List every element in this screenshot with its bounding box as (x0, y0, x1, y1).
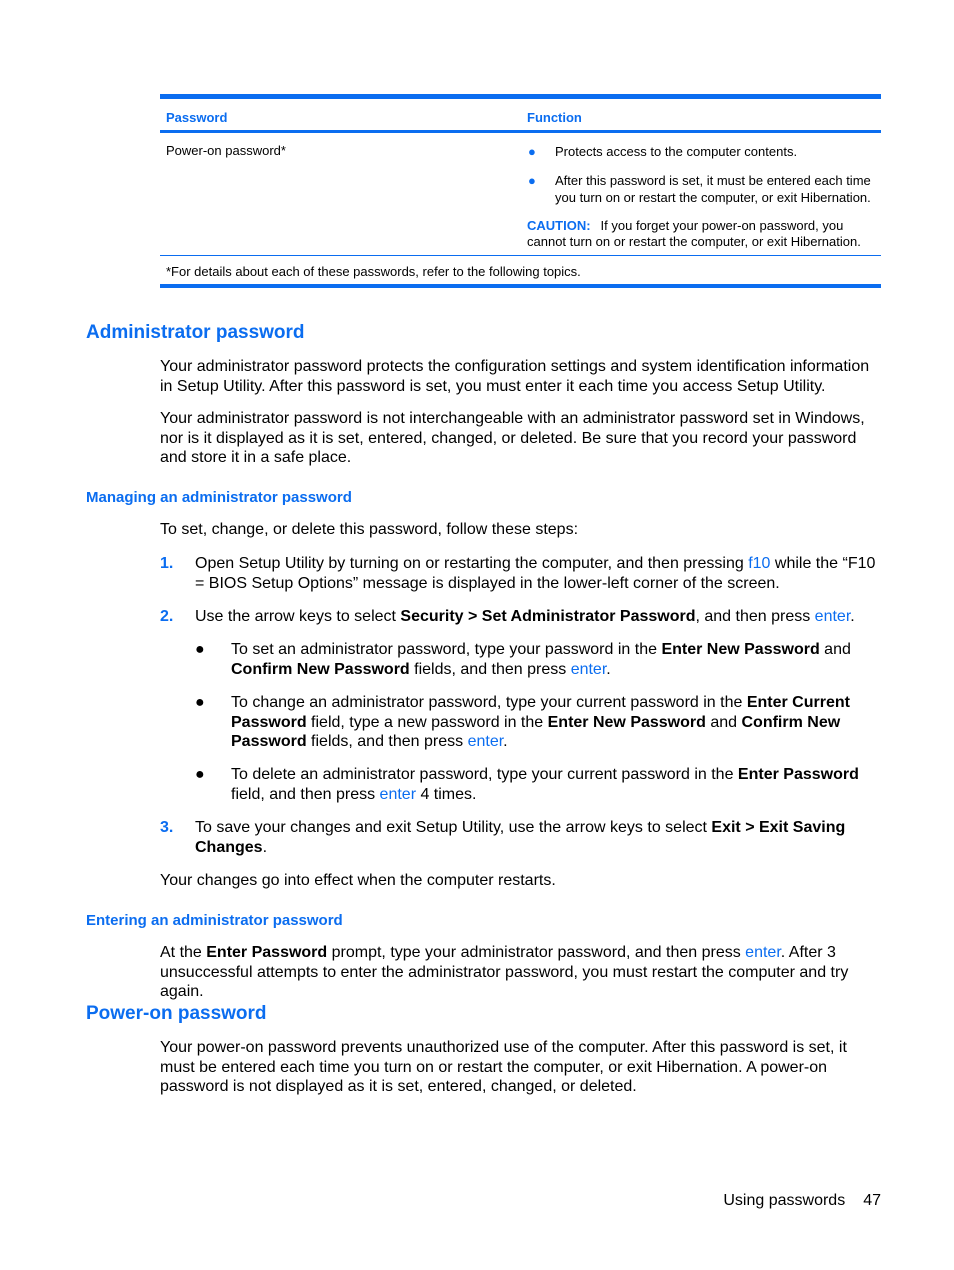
text-run: To change an administrator password, type your current password in the (231, 694, 747, 711)
field-name: Confirm New Password (231, 713, 841, 750)
text-run: To delete an administrator password, type your current password in the (231, 766, 738, 783)
text-run: . (850, 608, 855, 625)
managing-intro: To set, change, or delete this password, follow these steps: (160, 521, 579, 538)
admin-paragraph-2: Your administrator password is not interchangeable with an administrator password set in Windows, nor is it displayed as it is set, entered, changed, or deleted. Be sure that you record your password and store it in a safe place. (160, 410, 865, 466)
text-run: . After 3 unsuccessful attempts to enter the administrator password, you must restart the computer and try again. (160, 944, 849, 1000)
sub-bullet-change (195, 693, 882, 752)
entering-paragraph (160, 943, 882, 1002)
table-row (160, 133, 881, 255)
text-run: 4 times. (416, 785, 477, 803)
step-number: 2. (160, 608, 174, 625)
text-run: At the (160, 944, 207, 961)
step-number: 3. (160, 819, 174, 836)
step-3 (160, 818, 882, 857)
managing-outro: Your changes go into effect when the computer restarts. (160, 872, 556, 889)
text-run: . (503, 733, 508, 750)
table-footnote-row (160, 256, 881, 284)
cell-password-name: Power-on password* (166, 143, 286, 158)
field-name: Confirm New Password (231, 660, 410, 678)
step-text (195, 607, 882, 627)
bullet-icon: ● (195, 766, 205, 783)
text-run: field, type a new password in the (306, 713, 548, 731)
page-number: 47 (863, 1192, 881, 1209)
heading-entering-admin-password: Entering an administrator password (86, 912, 343, 929)
table-footnote: *For details about each of these passwords, refer to the following topics. (166, 264, 581, 279)
column-header-password: Password (166, 110, 228, 125)
column-header-function: Function (527, 110, 582, 125)
text-run: while the “F10 = BIOS Setup Options” message is displayed in the lower-left corner of the screen. (195, 555, 876, 592)
table-header-row (160, 99, 881, 130)
text-run: , and then press (695, 608, 815, 625)
poweron-paragraph: Your power-on password prevents unauthorized use of the computer. After this password is set, it must be entered each time you turn on or restart the computer, or exit Hibernation. A power-on password is not displayed as it is set, entered, changed, or deleted. (160, 1039, 847, 1095)
step-text (195, 818, 882, 857)
cell-function (527, 143, 877, 250)
bullet-icon: ● (528, 173, 536, 188)
text-run: and (819, 641, 851, 658)
key-enter: enter (467, 733, 504, 750)
sub-bullet-text (231, 765, 882, 804)
field-name: Enter New Password (547, 713, 706, 731)
text-run: To save your changes and exit Setup Utility, use the arrow keys to select (195, 819, 712, 836)
menu-path: Security > Set Administrator Password (400, 608, 696, 625)
text-run: fields, and then press (409, 660, 571, 678)
step-text (195, 554, 882, 593)
text-run: To set an administrator password, type your password in the (231, 641, 662, 658)
table-bottom-rule (160, 284, 881, 288)
key-enter: enter (814, 608, 851, 625)
bullet-icon: ● (195, 694, 205, 711)
caution-text: If you forget your power-on password, you cannot turn on or restart the computer, or exit Hibernation. (527, 218, 861, 249)
text-run: prompt, type your administrator password, and then press (327, 944, 746, 961)
step-2 (160, 607, 882, 627)
text-run: Open Setup Utility by turning on or restarting the computer, and then pressing (195, 555, 749, 572)
text-run: fields, and then press (306, 733, 468, 750)
key-enter: enter (379, 785, 417, 803)
prompt-name: Enter Password (206, 944, 328, 961)
field-name: Enter Current Password (231, 694, 850, 731)
text-run: Use the arrow keys to select (195, 608, 401, 625)
function-bullet-text: After this password is set, it must be entered each time you turn on or restart the computer, or exit Hibernation. (555, 173, 871, 205)
sub-bullet-text (231, 640, 882, 679)
caution-note (527, 218, 877, 250)
caution-label: CAUTION: (527, 218, 591, 233)
list-item (527, 143, 877, 160)
step-1 (160, 554, 882, 593)
admin-paragraph-1: Your administrator password protects the configuration settings and system identification information in Setup Utility. After this password is set, you must enter it each time you access Setup Utility. (160, 358, 870, 395)
sub-bullet-text (231, 693, 882, 752)
key-f10: f10 (748, 555, 771, 572)
sub-bullet-set (195, 640, 882, 679)
step-number: 1. (160, 555, 174, 572)
bullet-icon: ● (528, 144, 536, 159)
heading-administrator-password: Administrator password (86, 322, 305, 343)
bullet-icon: ● (195, 641, 205, 658)
function-bullet-text: Protects access to the computer contents. (555, 144, 798, 159)
list-item (527, 172, 877, 206)
page-footer (723, 1192, 881, 1210)
heading-managing-admin-password: Managing an administrator password (86, 489, 352, 506)
field-name: Enter Password (737, 766, 859, 783)
password-table (160, 94, 881, 288)
text-run: . (262, 838, 268, 856)
key-enter: enter (570, 660, 607, 678)
text-run: field, and then press (231, 785, 380, 803)
footer-section-title: Using passwords (723, 1192, 846, 1209)
heading-power-on-password: Power-on password (86, 1003, 267, 1024)
text-run: and (705, 713, 742, 731)
field-name: Enter New Password (661, 641, 820, 658)
sub-bullet-delete (195, 765, 882, 804)
menu-path: Exit > Exit Saving Changes (195, 819, 846, 856)
text-run: . (606, 660, 611, 678)
key-enter: enter (745, 944, 781, 961)
